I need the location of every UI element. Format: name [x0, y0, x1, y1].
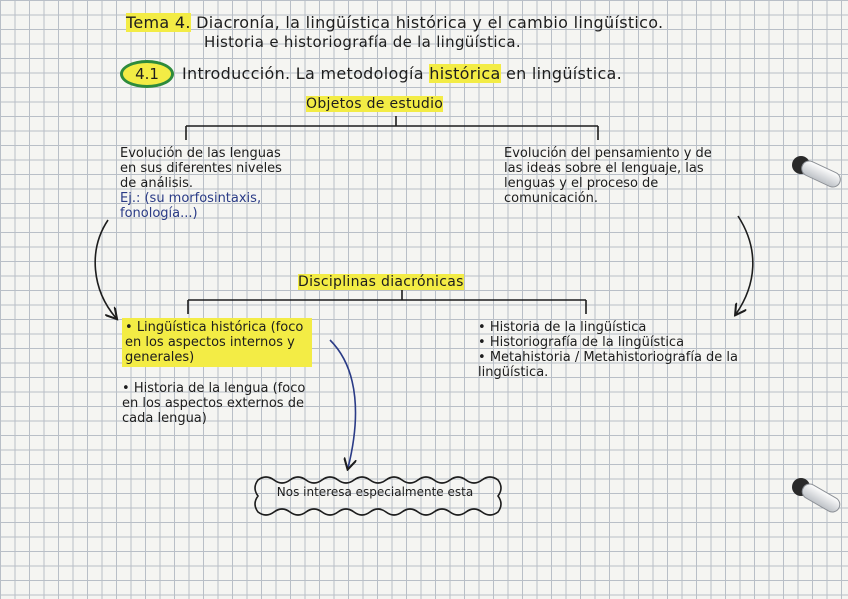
- objetos-right-text: Evolución del pensamiento y de las ideas sobre el lenguaje, las lenguas y el proceso de comunicación.: [504, 146, 712, 206]
- list-item-metahistoria: • Metahistoria / Metahistoriografía de la lingüística.: [478, 350, 739, 380]
- section-title-highlight: histórica: [429, 64, 501, 83]
- list-item-historia-lengua: • Historia de la lengua (foco en los aspectos externos de cada lengua): [122, 381, 306, 426]
- disciplinas-heading: Disciplinas diacrónicas: [298, 274, 464, 290]
- title-line-1: Diacronía, la lingüística histórica y el cambio lingüístico.: [196, 13, 664, 32]
- objetos-left-text: Evolución de las lenguas en sus diferentes niveles de análisis.: [120, 146, 282, 191]
- objetos-heading: Objetos de estudio: [306, 96, 444, 112]
- left-curved-arrow: [95, 220, 116, 318]
- section-title-pre: Introducción. La metodología: [182, 64, 430, 83]
- objetos-bracket: [186, 116, 598, 140]
- callout-arrow: [330, 340, 355, 468]
- callout-text: Nos interesa especialmente esta: [276, 485, 474, 499]
- objetos-left-note: Ej.: (su morfosintaxis, fonología...): [120, 191, 262, 221]
- section-title-post: en lingüística.: [500, 64, 623, 83]
- title-line-2: Historia e historiografía de la lingüística.: [204, 33, 521, 51]
- section-number: 4.1: [135, 65, 159, 83]
- list-item-linguistica-historica: • Lingüística histórica (foco en los aspectos internos y generales): [122, 318, 312, 367]
- right-curved-arrow: [736, 216, 753, 314]
- list-item-historia-linguistica: • Historia de la lingüística: [478, 320, 647, 335]
- disciplinas-bracket: [188, 290, 586, 314]
- tema-label: Tema 4.: [126, 13, 191, 32]
- list-item-historiografia: • Historiografía de la lingüística: [478, 335, 685, 350]
